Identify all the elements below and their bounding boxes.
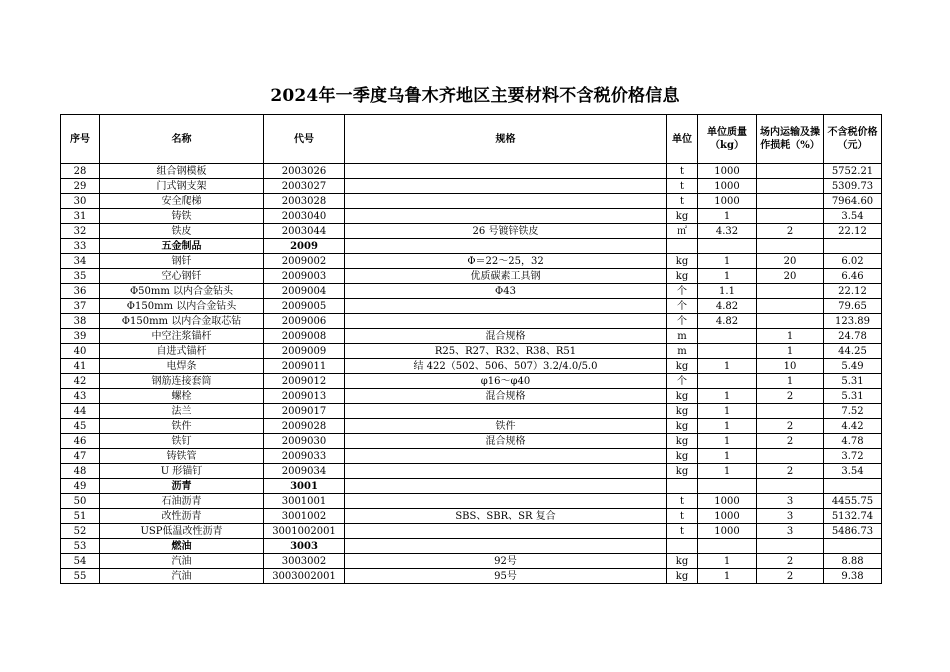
table-row bbox=[61, 449, 882, 464]
cell-seq: 28 bbox=[61, 164, 100, 179]
cell-code: 2009004 bbox=[264, 284, 345, 299]
cell-unit: kg bbox=[667, 449, 698, 464]
cell-seq: 34 bbox=[61, 254, 100, 269]
table-row bbox=[61, 554, 882, 569]
cell-code: 2009017 bbox=[264, 404, 345, 419]
cell-loss bbox=[757, 194, 824, 209]
cell-spec: φ16～φ40 bbox=[345, 374, 667, 389]
cell-code: 2009008 bbox=[264, 329, 345, 344]
cell-mass: 1 bbox=[698, 404, 757, 419]
cell-unit: t bbox=[667, 524, 698, 539]
cell-loss bbox=[757, 479, 824, 494]
cell-name: 螺栓 bbox=[100, 389, 264, 404]
cell-spec: 95号 bbox=[345, 569, 667, 584]
cell-loss: 2 bbox=[757, 434, 824, 449]
cell-mass: 1000 bbox=[698, 179, 757, 194]
table-row bbox=[61, 329, 882, 344]
table-row bbox=[61, 224, 882, 239]
cell-loss bbox=[757, 404, 824, 419]
cell-loss bbox=[757, 539, 824, 554]
cell-code: 3001002 bbox=[264, 509, 345, 524]
cell-seq: 40 bbox=[61, 344, 100, 359]
cell-seq: 42 bbox=[61, 374, 100, 389]
cell-loss: 2 bbox=[757, 224, 824, 239]
cell-mass bbox=[698, 539, 757, 554]
table-row bbox=[61, 419, 882, 434]
cell-price: 22.12 bbox=[824, 224, 882, 239]
cell-price: 5.49 bbox=[824, 359, 882, 374]
cell-price: 22.12 bbox=[824, 284, 882, 299]
cell-code: 2009005 bbox=[264, 299, 345, 314]
cell-mass: 1000 bbox=[698, 494, 757, 509]
cell-mass: 4.82 bbox=[698, 299, 757, 314]
cell-spec: 26 号镀锌铁皮 bbox=[345, 224, 667, 239]
cell-price: 79.65 bbox=[824, 299, 882, 314]
cell-name: 汽油 bbox=[100, 554, 264, 569]
price-table bbox=[60, 114, 882, 584]
cell-spec: R25、R27、R32、R38、R51 bbox=[345, 344, 667, 359]
table-row bbox=[61, 494, 882, 509]
cell-code: 3003002001 bbox=[264, 569, 345, 584]
cell-code: 2009013 bbox=[264, 389, 345, 404]
cell-mass: 1 bbox=[698, 464, 757, 479]
cell-price: 5.31 bbox=[824, 389, 882, 404]
cell-mass: 1000 bbox=[698, 524, 757, 539]
cell-price: 4.78 bbox=[824, 434, 882, 449]
cell-code: 3003002 bbox=[264, 554, 345, 569]
cell-mass: 1 bbox=[698, 209, 757, 224]
cell-name: 中空注浆锚杆 bbox=[100, 329, 264, 344]
cell-code: 2003026 bbox=[264, 164, 345, 179]
cell-loss: 3 bbox=[757, 509, 824, 524]
cell-loss: 2 bbox=[757, 389, 824, 404]
table-row bbox=[61, 344, 882, 359]
category-row bbox=[61, 479, 882, 494]
cell-price: 6.46 bbox=[824, 269, 882, 284]
cell-code: 3003 bbox=[264, 539, 345, 554]
cell-code: 2009002 bbox=[264, 254, 345, 269]
cell-spec bbox=[345, 464, 667, 479]
cell-seq: 54 bbox=[61, 554, 100, 569]
cell-loss: 1 bbox=[757, 329, 824, 344]
cell-seq: 36 bbox=[61, 284, 100, 299]
cell-loss bbox=[757, 299, 824, 314]
table-row bbox=[61, 209, 882, 224]
cell-loss bbox=[757, 284, 824, 299]
cell-price: 6.02 bbox=[824, 254, 882, 269]
cell-name: 铁皮 bbox=[100, 224, 264, 239]
cell-unit: t bbox=[667, 194, 698, 209]
cell-unit: kg bbox=[667, 269, 698, 284]
header-seq: 序号 bbox=[61, 115, 100, 164]
cell-code: 2009009 bbox=[264, 344, 345, 359]
cell-spec: 结 422（502、506、507）3.2/4.0/5.0 bbox=[345, 359, 667, 374]
cell-spec: 混合规格 bbox=[345, 389, 667, 404]
cell-spec bbox=[345, 479, 667, 494]
cell-unit: kg bbox=[667, 389, 698, 404]
cell-name: 法兰 bbox=[100, 404, 264, 419]
table-row bbox=[61, 179, 882, 194]
cell-mass: 1 bbox=[698, 554, 757, 569]
cell-code: 3001002001 bbox=[264, 524, 345, 539]
cell-unit: kg bbox=[667, 209, 698, 224]
cell-loss: 2 bbox=[757, 419, 824, 434]
cell-name: 铁件 bbox=[100, 419, 264, 434]
cell-seq: 55 bbox=[61, 569, 100, 584]
cell-mass: 1000 bbox=[698, 194, 757, 209]
cell-price: 5.31 bbox=[824, 374, 882, 389]
cell-seq: 52 bbox=[61, 524, 100, 539]
cell-loss bbox=[757, 209, 824, 224]
cell-mass: 1 bbox=[698, 569, 757, 584]
table-row bbox=[61, 389, 882, 404]
cell-unit bbox=[667, 539, 698, 554]
cell-unit: t bbox=[667, 494, 698, 509]
cell-seq: 48 bbox=[61, 464, 100, 479]
cell-seq: 39 bbox=[61, 329, 100, 344]
table-row bbox=[61, 524, 882, 539]
table-row bbox=[61, 164, 882, 179]
cell-seq: 47 bbox=[61, 449, 100, 464]
table-row bbox=[61, 569, 882, 584]
cell-unit bbox=[667, 239, 698, 254]
cell-mass bbox=[698, 374, 757, 389]
cell-price: 5752.21 bbox=[824, 164, 882, 179]
cell-name: USP低温改性沥青 bbox=[100, 524, 264, 539]
cell-unit: 个 bbox=[667, 314, 698, 329]
cell-unit: kg bbox=[667, 569, 698, 584]
cell-price: 4.42 bbox=[824, 419, 882, 434]
cell-seq: 44 bbox=[61, 404, 100, 419]
cell-loss bbox=[757, 179, 824, 194]
cell-name: 沥青 bbox=[100, 479, 264, 494]
table-row bbox=[61, 374, 882, 389]
cell-spec: 92号 bbox=[345, 554, 667, 569]
cell-unit: kg bbox=[667, 404, 698, 419]
cell-loss: 20 bbox=[757, 269, 824, 284]
cell-loss bbox=[757, 314, 824, 329]
cell-price bbox=[824, 539, 882, 554]
cell-code: 3001 bbox=[264, 479, 345, 494]
cell-loss: 1 bbox=[757, 374, 824, 389]
cell-code: 2009012 bbox=[264, 374, 345, 389]
cell-code: 2009033 bbox=[264, 449, 345, 464]
cell-spec: 混合规格 bbox=[345, 329, 667, 344]
cell-price: 5132.74 bbox=[824, 509, 882, 524]
cell-seq: 29 bbox=[61, 179, 100, 194]
page-title: 2024年一季度乌鲁木齐地区主要材料不含税价格信息 bbox=[270, 86, 680, 106]
cell-seq: 49 bbox=[61, 479, 100, 494]
cell-mass: 4.32 bbox=[698, 224, 757, 239]
cell-seq: 45 bbox=[61, 419, 100, 434]
cell-mass: 1000 bbox=[698, 164, 757, 179]
cell-unit: t bbox=[667, 179, 698, 194]
header-spec: 规格 bbox=[345, 115, 667, 164]
cell-price: 44.25 bbox=[824, 344, 882, 359]
cell-spec bbox=[345, 449, 667, 464]
cell-mass: 1 bbox=[698, 434, 757, 449]
cell-spec: 优质碳素工具钢 bbox=[345, 269, 667, 284]
cell-name: Φ150mm 以内合金取芯钻 bbox=[100, 314, 264, 329]
cell-price: 3.72 bbox=[824, 449, 882, 464]
cell-code: 2009011 bbox=[264, 359, 345, 374]
table-row bbox=[61, 359, 882, 374]
cell-name: Φ50mm 以内合金钻头 bbox=[100, 284, 264, 299]
cell-seq: 50 bbox=[61, 494, 100, 509]
cell-spec bbox=[345, 314, 667, 329]
cell-unit: kg bbox=[667, 464, 698, 479]
cell-unit: kg bbox=[667, 254, 698, 269]
cell-spec bbox=[345, 164, 667, 179]
cell-loss bbox=[757, 449, 824, 464]
cell-spec bbox=[345, 209, 667, 224]
cell-unit: ㎡ bbox=[667, 224, 698, 239]
cell-loss: 3 bbox=[757, 524, 824, 539]
cell-name: U 形锚钉 bbox=[100, 464, 264, 479]
cell-seq: 53 bbox=[61, 539, 100, 554]
cell-spec bbox=[345, 299, 667, 314]
cell-seq: 43 bbox=[61, 389, 100, 404]
cell-mass: 1 bbox=[698, 449, 757, 464]
header-code: 代号 bbox=[264, 115, 345, 164]
cell-loss: 3 bbox=[757, 494, 824, 509]
cell-seq: 51 bbox=[61, 509, 100, 524]
cell-seq: 35 bbox=[61, 269, 100, 284]
header-unit: 单位 bbox=[667, 115, 698, 164]
cell-code: 2009003 bbox=[264, 269, 345, 284]
cell-price: 4455.75 bbox=[824, 494, 882, 509]
header-mass: 单位质量（kg） bbox=[698, 115, 757, 164]
table-row bbox=[61, 299, 882, 314]
cell-spec: 混合规格 bbox=[345, 434, 667, 449]
cell-spec bbox=[345, 539, 667, 554]
table-body bbox=[61, 164, 882, 584]
cell-seq: 38 bbox=[61, 314, 100, 329]
cell-spec bbox=[345, 404, 667, 419]
cell-name: 五金制品 bbox=[100, 239, 264, 254]
cell-name: 自进式锚杆 bbox=[100, 344, 264, 359]
cell-spec: Φ43 bbox=[345, 284, 667, 299]
cell-name: 铸铁管 bbox=[100, 449, 264, 464]
cell-code: 2003040 bbox=[264, 209, 345, 224]
cell-spec: Φ＝22～25，32 bbox=[345, 254, 667, 269]
cell-mass: 1 bbox=[698, 419, 757, 434]
cell-code: 2009030 bbox=[264, 434, 345, 449]
cell-seq: 33 bbox=[61, 239, 100, 254]
cell-seq: 46 bbox=[61, 434, 100, 449]
cell-unit bbox=[667, 479, 698, 494]
category-row bbox=[61, 239, 882, 254]
table-row bbox=[61, 509, 882, 524]
cell-seq: 30 bbox=[61, 194, 100, 209]
cell-unit: kg bbox=[667, 419, 698, 434]
cell-mass: 1 bbox=[698, 254, 757, 269]
cell-code: 2009 bbox=[264, 239, 345, 254]
cell-spec bbox=[345, 494, 667, 509]
cell-price: 7964.60 bbox=[824, 194, 882, 209]
cell-loss: 2 bbox=[757, 554, 824, 569]
cell-loss bbox=[757, 239, 824, 254]
cell-code: 2009028 bbox=[264, 419, 345, 434]
table-row bbox=[61, 464, 882, 479]
cell-name: 电焊条 bbox=[100, 359, 264, 374]
cell-loss: 2 bbox=[757, 569, 824, 584]
cell-price: 3.54 bbox=[824, 464, 882, 479]
cell-mass: 4.82 bbox=[698, 314, 757, 329]
cell-spec: SBS、SBR、SR 复合 bbox=[345, 509, 667, 524]
cell-loss: 10 bbox=[757, 359, 824, 374]
cell-unit: kg bbox=[667, 554, 698, 569]
cell-name: 石油沥青 bbox=[100, 494, 264, 509]
cell-spec bbox=[345, 524, 667, 539]
cell-mass: 1 bbox=[698, 269, 757, 284]
cell-unit: 个 bbox=[667, 299, 698, 314]
cell-name: 铸铁 bbox=[100, 209, 264, 224]
cell-spec bbox=[345, 239, 667, 254]
cell-unit: kg bbox=[667, 359, 698, 374]
cell-price: 9.38 bbox=[824, 569, 882, 584]
cell-mass: 1 bbox=[698, 389, 757, 404]
cell-name: 组合钢模板 bbox=[100, 164, 264, 179]
cell-price bbox=[824, 479, 882, 494]
cell-seq: 32 bbox=[61, 224, 100, 239]
cell-unit: t bbox=[667, 509, 698, 524]
cell-price: 5309.73 bbox=[824, 179, 882, 194]
cell-loss: 20 bbox=[757, 254, 824, 269]
table-row bbox=[61, 194, 882, 209]
cell-code: 2003027 bbox=[264, 179, 345, 194]
cell-spec bbox=[345, 179, 667, 194]
cell-unit: m bbox=[667, 329, 698, 344]
cell-mass: 1.1 bbox=[698, 284, 757, 299]
table-row bbox=[61, 254, 882, 269]
cell-name: 燃油 bbox=[100, 539, 264, 554]
cell-name: 钢钎 bbox=[100, 254, 264, 269]
table-row bbox=[61, 434, 882, 449]
cell-seq: 41 bbox=[61, 359, 100, 374]
cell-name: 钢筋连接套筒 bbox=[100, 374, 264, 389]
cell-code: 2003028 bbox=[264, 194, 345, 209]
cell-unit: kg bbox=[667, 434, 698, 449]
cell-seq: 37 bbox=[61, 299, 100, 314]
cell-mass bbox=[698, 239, 757, 254]
cell-seq: 31 bbox=[61, 209, 100, 224]
header-name: 名称 bbox=[100, 115, 264, 164]
cell-price: 123.89 bbox=[824, 314, 882, 329]
cell-price: 7.52 bbox=[824, 404, 882, 419]
header-price: 不含税价格（元） bbox=[824, 115, 882, 164]
cell-spec: 铁件 bbox=[345, 419, 667, 434]
cell-name: 门式钢支架 bbox=[100, 179, 264, 194]
table-row bbox=[61, 404, 882, 419]
cell-loss: 2 bbox=[757, 464, 824, 479]
table-row bbox=[61, 314, 882, 329]
cell-name: 铁钉 bbox=[100, 434, 264, 449]
cell-unit: t bbox=[667, 164, 698, 179]
cell-code: 3001001 bbox=[264, 494, 345, 509]
cell-price: 8.88 bbox=[824, 554, 882, 569]
cell-price: 5486.73 bbox=[824, 524, 882, 539]
table-row bbox=[61, 284, 882, 299]
cell-name: 改性沥青 bbox=[100, 509, 264, 524]
cell-unit: 个 bbox=[667, 374, 698, 389]
cell-code: 2009006 bbox=[264, 314, 345, 329]
cell-unit: 个 bbox=[667, 284, 698, 299]
cell-mass: 1 bbox=[698, 359, 757, 374]
cell-code: 2003044 bbox=[264, 224, 345, 239]
cell-mass bbox=[698, 479, 757, 494]
cell-price: 24.78 bbox=[824, 329, 882, 344]
cell-loss: 1 bbox=[757, 344, 824, 359]
header-row bbox=[61, 115, 882, 164]
cell-loss bbox=[757, 164, 824, 179]
cell-name: 汽油 bbox=[100, 569, 264, 584]
cell-mass bbox=[698, 344, 757, 359]
category-row bbox=[61, 539, 882, 554]
header-loss: 场内运输及操作损耗（%） bbox=[757, 115, 824, 164]
cell-name: Φ150mm 以内合金钻头 bbox=[100, 299, 264, 314]
cell-mass bbox=[698, 329, 757, 344]
cell-mass: 1000 bbox=[698, 509, 757, 524]
cell-unit: m bbox=[667, 344, 698, 359]
cell-code: 2009034 bbox=[264, 464, 345, 479]
cell-name: 空心钢钎 bbox=[100, 269, 264, 284]
cell-price: 3.54 bbox=[824, 209, 882, 224]
cell-spec bbox=[345, 194, 667, 209]
table-row bbox=[61, 269, 882, 284]
cell-name: 安全爬梯 bbox=[100, 194, 264, 209]
cell-price bbox=[824, 239, 882, 254]
